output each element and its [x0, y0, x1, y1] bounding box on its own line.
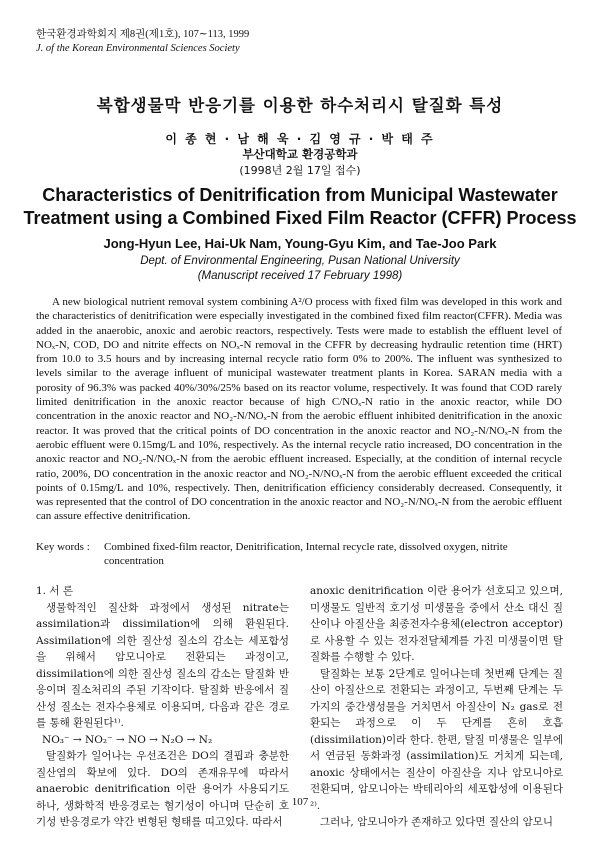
paragraph: anoxic denitrification 이란 용어가 선호되고 있으며, 미생물도 일반적 호기성 미생물을 중에서 산소 대신 질산이나 아질산을 최종전자수용체(electron acceptor)로 사용할 수 있는 전자전달체계를 가진 미생물이면 탈질화를 수행할 수 있다.: [310, 585, 563, 663]
keywords: [36, 540, 562, 569]
received-date-english: (Manuscript received 17 February 1998): [197, 270, 403, 282]
left-column: [36, 583, 289, 831]
page-number: 107: [291, 796, 309, 808]
paragraph: 탈질화가 일어나는 우선조건은 DO의 결핍과 충분한 질산염의 확보에 있다. DO의 존재유무에 따라서 anaerobic denitrification 이란 용어가 사용되기도 하나, 생화학적 반응경로는 혐기성이 아니며 단순히 호기성 반응경로가 약간 변형된 형태를 띠고있다. 따라서: [36, 750, 289, 828]
paragraph: 생물학적인 질산화 과정에서 생성된 nitrate는 assimilation과 dissimilation에 의해 환원된다. Assimilation에 의한 질산성 질소의 감소는 세포합성을 위해서 암모니아로 전환되는 과정이고, dissimilation에 의한 질산성 질소의 감소는 탈질화 반응이며 질소처리의 주된 기작이다. 탈질화 반응에서 질산성 질소는 전자수용체로 이용되며, 다음과 같은 경로를 통해 환원된다¹⁾.: [36, 601, 289, 729]
right-column: [310, 583, 563, 831]
journal-header: [36, 28, 249, 56]
section-heading-introduction: 1. 서 론: [36, 585, 73, 597]
title-english-line1: Characteristics of Denitrification from Municipal Wastewater: [42, 185, 558, 205]
title-english-line2: Treatment using a Combined Fixed Film Reactor (CFFR) Process: [23, 208, 577, 228]
affiliation-english: [0, 254, 600, 284]
authors-korean: 이 종 현 · 남 해 욱 · 김 영 규 · 박 태 주: [165, 132, 435, 146]
keywords-label: Key words :: [36, 541, 90, 553]
abstract: A new biological nutrient removal system combining A²/O process with fixed film was developed in this work and the characteristics of denitrification were especially investigated in the combined fixed film reactor(CFFR). Media was added in the anaerobic, anoxic and aerobic reactors, respectively. Tests were made to establish the effluent level of NOₓ-N, COD, DO and nitrite effects on NOₓ-N removal in the CFFR by decreasing hydraulic retention time (HRT) from 10.0 to 3.5 hours and by increasing internal recycle ratio form 0% to 200%. The influent was synthesized to levels similar to the average influent of municipal wastewater treatment plants in Korea. SARAN media with a porosity of 96.3% was packed 40%/30%/25% based on its reactor volume, respectively. It was found that COD rarely limited denitrification in the anoxic reactor because of high C/NOₓ-N ratio in the anoxic reactor, while DO concentration in the anoxic reactor and NO₂-N/NOₓ-N from the aerobic effluent inhibited denitrification in the anoxic reactor. It was proved that the critical points of DO concentration in the anoxic reactor and NO₂-N/NOₓ-N from the aerobic effluent were 0.15mg/L and 10%, respectively. As the internal recycle ratio increased, DO concentration in the anoxic reactor and NO₂-N/NOₓ-N from the aerobic effluent increased. Especially, at the condition of internal recycle ratio, 200%, DO concentration in the anoxic reactor and NO₂-N/NOₓ-N from the aerobic effluent exceeded the critical points of 0.15mg/L and 10%, respectively. Then, denitrification efficiency considerably decreased. Consequently, it was represented that the control of DO concentration in the anoxic reactor and NO₂-N/NOₓ-N from the aerobic effluent can assure effective denitrification.: [36, 296, 562, 523]
denitrification-equation: NO₃⁻ → NO₂⁻ → NO → N₂O → N₂: [42, 733, 213, 746]
affiliation-korean: 부산대학교 환경공학과: [242, 147, 358, 161]
title-korean: 복합생물막 반응기를 이용한 하수처리시 탈질화 특성: [96, 96, 504, 115]
title-english: [0, 184, 600, 230]
keywords-text: Combined fixed-film reactor, Denitrification, Internal recycle rate, dissolved oxygen, nitrite concentration: [104, 541, 508, 568]
received-date-korean: (1998년 2월 17일 접수): [239, 164, 361, 177]
department-english: Dept. of Environmental Engineering, Pusan National University: [140, 255, 460, 267]
journal-citation-ko: 한국환경과학회지 제8권(제1호), 107∼113, 1999: [36, 29, 250, 40]
paragraph: 그러나, 암모니아가 존재하고 있다면 질산의 암모니: [320, 816, 554, 828]
journal-name-en: J. of the Korean Environmental Sciences Society: [36, 43, 240, 54]
paragraph: 탈질화는 보통 2단계로 일어나는데 첫번째 단계는 질산이 아질산으로 전환되는 과정이고, 두번째 단계는 두가지의 중간생성물을 거치면서 아질산이 N₂ gas로 전환되는 과정으로 이 두 단계를 흔히 호흡 (dissimilation)이라 한다. 한편, 탈질 미생물은 일부에서 연금된 동화과정 (assimilation)도 거치게 되는데, anoxic 상태에서는 질산이 아질산을 지나 암모니아로 전환되며, 암모니아는 박테리아의 세포합성에 이용된다²⁾.: [310, 667, 563, 812]
authors-english: Jong-Hyun Lee, Hai-Uk Nam, Young-Gyu Kim, and Tae-Joo Park: [103, 236, 497, 251]
